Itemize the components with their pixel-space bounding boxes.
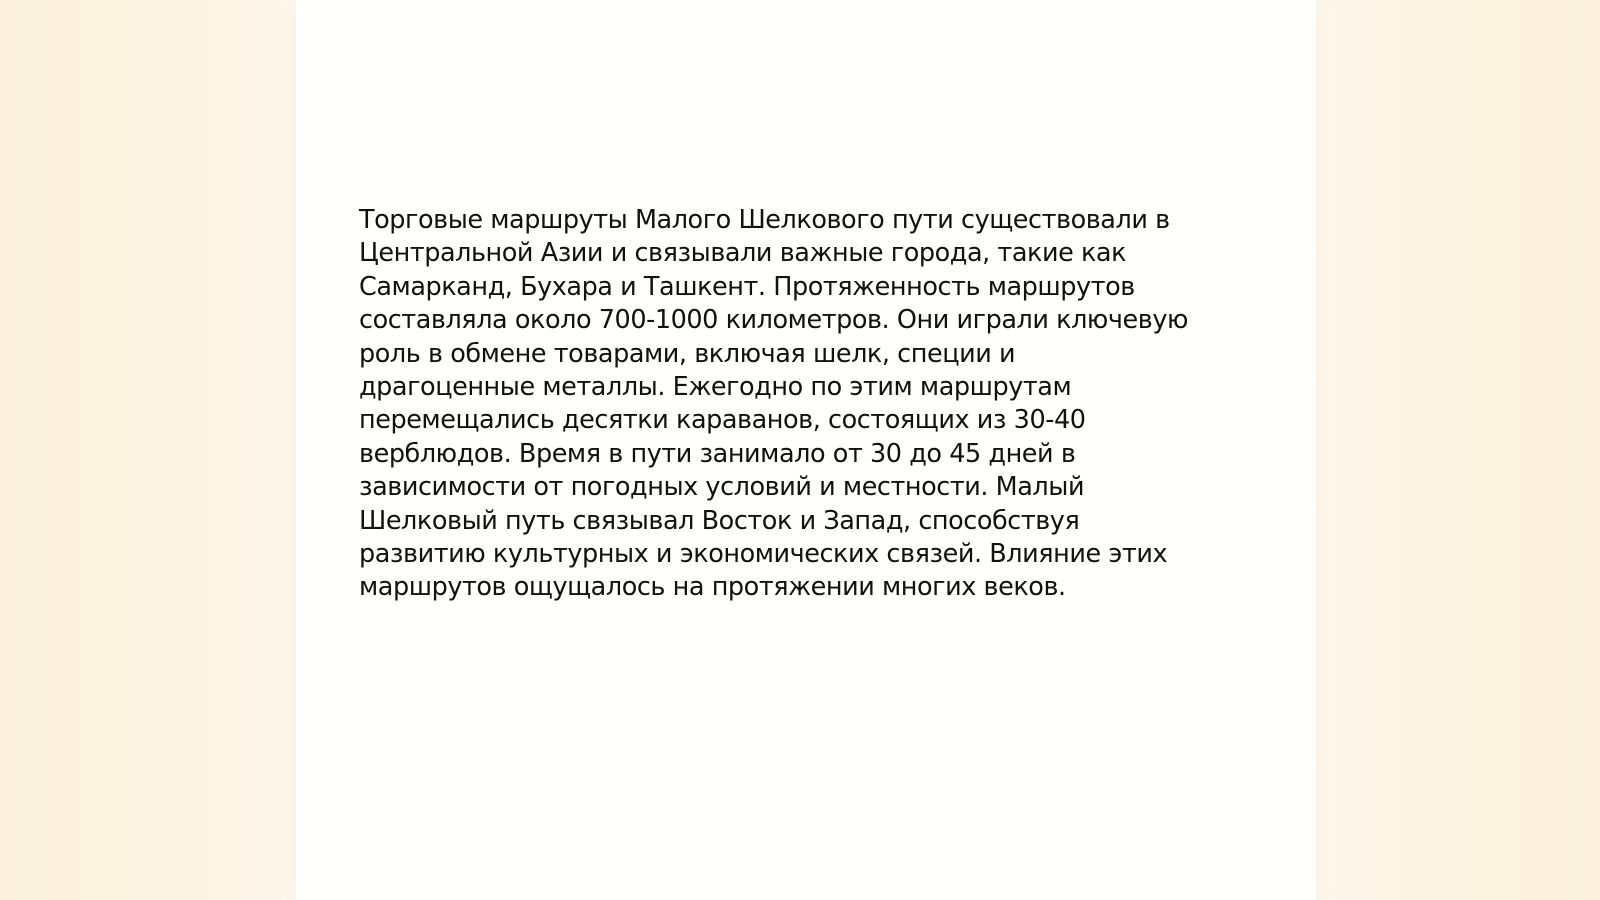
paragraph-line: развитию культурных и экономических связей. Влияние этих <box>359 539 1168 570</box>
paragraph-line: драгоценные металлы. Ежегодно по этим маршрутам <box>359 372 1072 403</box>
paragraph-line: Шелковый путь связывал Восток и Запад, способствуя <box>359 505 1080 536</box>
paragraph-line: составляла около 700-1000 километров. Они играли ключевую <box>359 305 1189 336</box>
paragraph-line: верблюдов. Время в пути занимало от 30 до 45 дней в <box>359 438 1076 469</box>
body-paragraph <box>359 204 1249 605</box>
paragraph-line: маршрутов ощущалось на протяжении многих веков. <box>359 572 1066 603</box>
paragraph-line: перемещались десятки караванов, состоящих из 30-40 <box>359 405 1086 436</box>
paragraph-line: Торговые маршруты Малого Шелкового пути существовали в <box>359 205 1170 235</box>
paragraph-line: зависимости от погодных условий и местности. Малый <box>359 472 1085 503</box>
left-background-band <box>0 0 296 900</box>
right-background-band <box>1316 0 1600 900</box>
paragraph-line: Самарканд, Бухара и Ташкент. Протяженность маршрутов <box>359 271 1135 302</box>
paragraph-line: роль в обмене товарами, включая шелк, специи и <box>359 338 1016 369</box>
paragraph-line: Центральной Азии и связывали важные города, такие как <box>359 238 1127 269</box>
